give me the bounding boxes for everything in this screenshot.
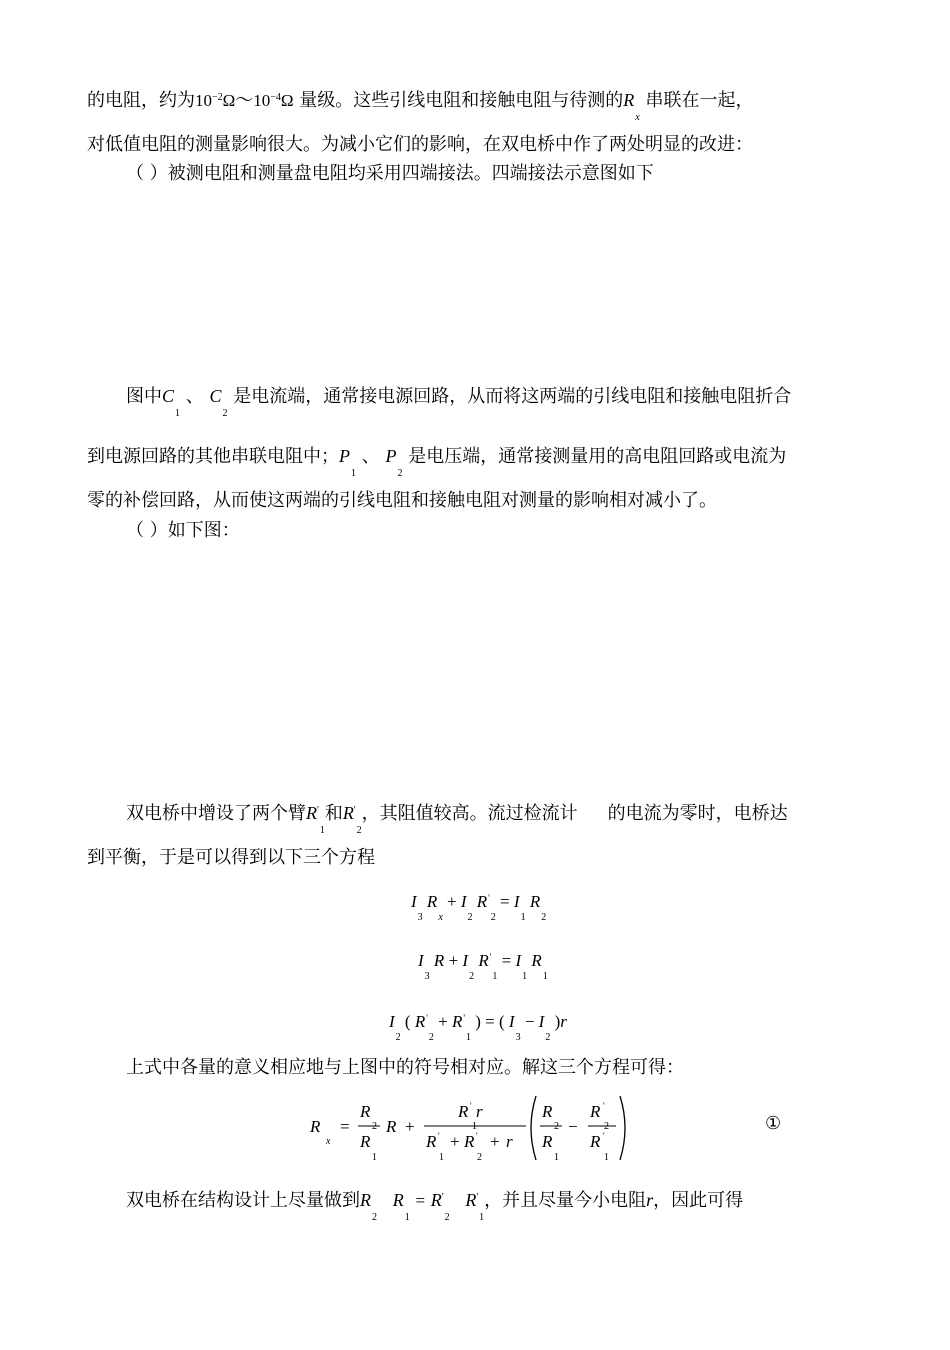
svg-text:R: R: [590, 1132, 601, 1151]
prime: ': [476, 1192, 479, 1203]
svg-text:': ': [476, 1131, 478, 1141]
svg-text:R: R: [360, 1132, 371, 1151]
svg-text:=: =: [340, 1117, 350, 1136]
svg-text:R: R: [386, 1117, 397, 1136]
svg-text:2: 2: [372, 1121, 377, 1132]
equation-2: $I_3$ $R + I_2$ $R'_1 = I_1$ $R_1$: [418, 951, 548, 982]
exponent: −2: [212, 92, 223, 103]
text-line: 上式中各量的意义相应地与上图中的符号相对应。解这三个方程可得：: [126, 1057, 684, 1078]
svg-text:+: +: [450, 1132, 460, 1151]
svg-text:1: 1: [604, 1152, 609, 1163]
text-segment: 是电流端，通常接电源回路，从而将这两端的引线电阻和接触电阻折合: [233, 386, 792, 407]
prime: ': [441, 1192, 444, 1203]
text-line: [126, 801, 788, 836]
separator: 、: [185, 386, 204, 407]
svg-text:R: R: [590, 1102, 601, 1121]
exponent: −4: [270, 92, 281, 103]
formula-lhs: R: [310, 1117, 321, 1136]
svg-text:1: 1: [372, 1152, 377, 1163]
math-var: r: [646, 1190, 654, 1210]
equation-number: ①: [765, 1113, 782, 1134]
text-line: 到平衡，于是可以得到以下三个方程: [87, 847, 375, 868]
svg-text:R: R: [542, 1132, 553, 1151]
prime: ': [353, 805, 356, 816]
formula-1: [300, 1090, 720, 1170]
subscript: 2: [356, 825, 362, 836]
svg-text:': ': [470, 1101, 472, 1111]
text-line: [87, 88, 754, 123]
svg-text:2: 2: [477, 1152, 482, 1163]
svg-text:': ': [603, 1131, 605, 1141]
subscript: 2: [444, 1212, 450, 1223]
svg-text:r: r: [506, 1132, 513, 1151]
svg-text:r: r: [476, 1102, 483, 1121]
subscript: 1: [319, 825, 325, 836]
list-item: （ ）被测电阻和测量盘电阻均采用四端接法。四端接法示意图如下: [126, 163, 654, 184]
text-line: [87, 444, 787, 479]
svg-text:−: −: [568, 1117, 578, 1136]
text-segment: 图中: [126, 386, 162, 407]
svg-text:R: R: [360, 1102, 371, 1121]
number: 10: [195, 91, 212, 110]
ohm-symbol: Ω: [280, 91, 294, 110]
text-segment: 到电源回路的其他串联电阻中；: [87, 446, 339, 467]
math-var: R: [306, 803, 317, 823]
math-var: R: [430, 1190, 442, 1210]
text-line: 对低值电阻的测量影响很大。为减小它们的影响，在双电桥中作了两处明显的改进：: [87, 134, 753, 155]
svg-text:R: R: [542, 1102, 553, 1121]
equals: =: [415, 1191, 426, 1210]
svg-text:': ': [438, 1131, 440, 1141]
svg-text:1: 1: [472, 1121, 477, 1132]
subscript: 1: [479, 1212, 485, 1223]
text-line: [126, 384, 792, 419]
text-segment: 的电阻，约为: [87, 90, 195, 111]
math-var: R: [465, 1190, 477, 1210]
prime: ': [317, 805, 319, 816]
subscript: 2: [397, 468, 403, 479]
number: 10: [253, 91, 271, 110]
math-var: R: [360, 1190, 371, 1210]
subscript: 2: [372, 1212, 377, 1223]
svg-text:2: 2: [604, 1121, 609, 1132]
svg-text:R: R: [458, 1102, 469, 1121]
svg-text:x: x: [326, 1136, 331, 1147]
subscript: 1: [404, 1212, 410, 1223]
subscript: x: [635, 112, 640, 123]
svg-text:1: 1: [439, 1152, 444, 1163]
svg-text:1: 1: [554, 1152, 559, 1163]
text-segment: ，因此可得: [653, 1190, 744, 1211]
subscript: 1: [351, 468, 356, 479]
svg-text:2: 2: [554, 1121, 559, 1132]
list-item: （ ）如下图：: [126, 520, 240, 541]
math-var: R: [342, 803, 354, 823]
text-segment: 是电压端，通常接测量用的高电阻回路或电流为: [408, 446, 787, 467]
math-var: R: [623, 90, 635, 110]
math-var: C: [162, 386, 175, 406]
equation-1: $I_3$ $R_x + I_2$ $R'_2 = I_1$ $R_2$: [411, 892, 547, 923]
svg-text:R: R: [426, 1132, 437, 1151]
separator: 、: [361, 446, 380, 467]
text-segment: 的电流为零时，电桥达: [607, 803, 788, 824]
subscript: 2: [222, 408, 228, 419]
text-segment: 量级。这些引线电阻和接触电阻与待测的: [299, 90, 624, 111]
text-segment: 串联在一起，: [645, 90, 754, 111]
text-segment: 双电桥中增设了两个臂: [126, 803, 306, 824]
math-var: P: [385, 446, 397, 466]
subscript: 1: [175, 408, 181, 419]
math-var: C: [209, 386, 222, 406]
ohm-symbol: Ω: [222, 91, 236, 110]
tilde: ～: [235, 90, 254, 111]
text-line: 零的补偿回路，从而使这两端的引线电阻和接触电阻对测量的影响相对减小了。: [87, 490, 717, 511]
equation-3: $I_2$ ( $R'_2 + R'_1$ ) = ( $I_3 - I_2$ )r: [389, 1012, 567, 1043]
text-segment: 和: [324, 803, 343, 824]
text-segment: 双电桥在结构设计上尽量做到: [126, 1190, 360, 1211]
svg-text:+: +: [490, 1132, 500, 1151]
text-line: [126, 1188, 744, 1223]
svg-text:+: +: [405, 1117, 415, 1136]
math-var: P: [339, 446, 350, 466]
svg-text:': ': [603, 1101, 605, 1111]
text-segment: ，其阻值较高。流过检流计: [361, 803, 578, 824]
svg-text:R: R: [464, 1132, 475, 1151]
math-var: R: [392, 1190, 404, 1210]
text-segment: ，并且尽量今小电阻: [484, 1190, 647, 1211]
